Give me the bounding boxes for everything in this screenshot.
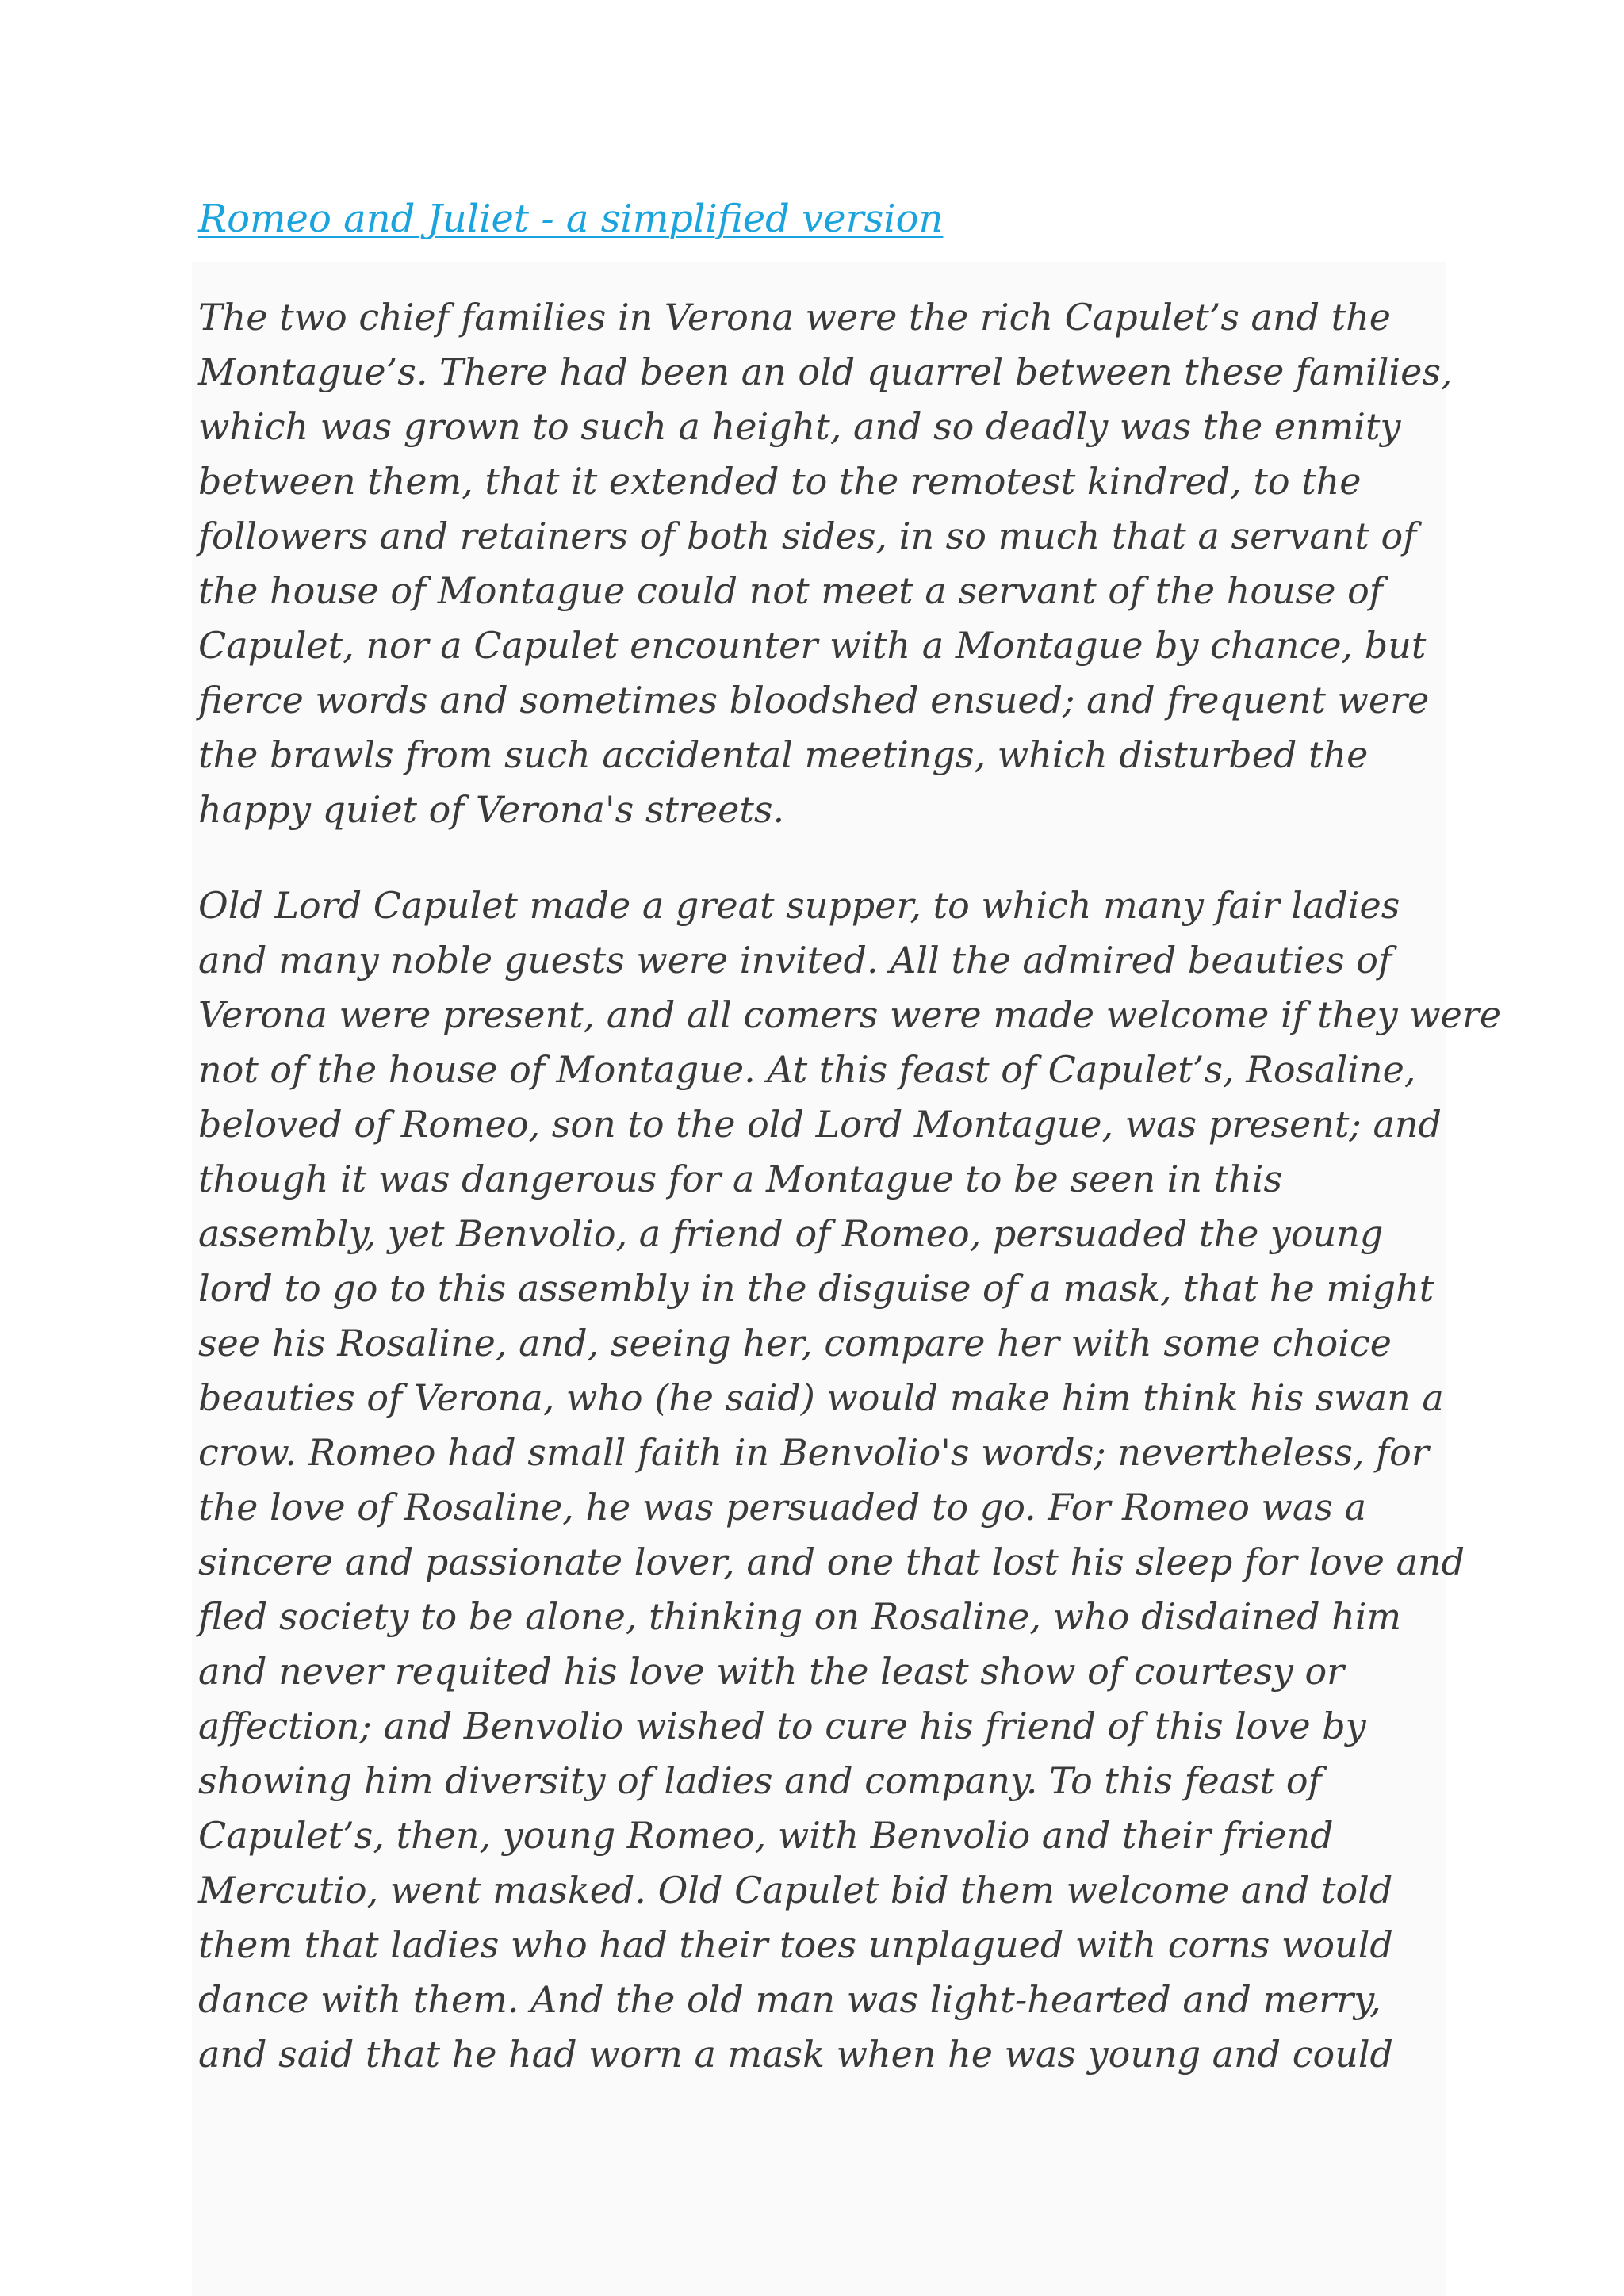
text-line: assembly, yet Benvolio, a friend of Romeo, persuaded the young [198,1212,1384,1255]
text-line: The two chief families in Verona were the rich Capulet’s and the [198,296,1392,339]
text-line: beloved of Romeo, son to the old Lord Montague, was present; and [198,1103,1442,1146]
text-line: crow. Romeo had small faith in Benvolio's words; nevertheless, for [198,1431,1429,1474]
text-line: the brawls from such accidental meetings, which disturbed the [198,733,1369,776]
text-line: happy quiet of Verona's streets. [198,788,785,831]
text-line: fierce words and sometimes bloodshed ensued; and frequent were [198,679,1430,721]
text-line: Capulet’s, then, young Romeo, with Benvolio and their friend [198,1814,1334,1857]
text-line: dance with them. And the old man was light-hearted and merry, [198,1978,1381,2021]
text-line: showing him diversity of ladies and company. To this feast of [198,1759,1322,1802]
text-line: followers and retainers of both sides, in so much that a servant of [198,515,1417,557]
document-title: Romeo and Juliet - a simplified version [198,197,944,241]
text-line: see his Rosaline, and, seeing her, compare her with some choice [198,1322,1392,1364]
text-line: and said that he had worn a mask when he was young and could [198,2033,1393,2076]
text-line: the love of Rosaline, he was persuaded to go. For Romeo was a [198,1486,1366,1529]
text-line: affection; and Benvolio wished to cure his friend of this love by [198,1705,1366,1747]
text-line: Mercutio, went masked. Old Capulet bid them welcome and told [198,1869,1393,1911]
text-line: Montague’s. There had been an old quarrel between these families, [198,350,1453,393]
text-line: the house of Montague could not meet a servant of the house of [198,569,1383,612]
text-line: though it was dangerous for a Montague to be seen in this [198,1158,1283,1200]
text-line: which was grown to such a height, and so deadly was the enmity [198,405,1401,448]
paragraph-2 [198,878,1502,2082]
text-line: and many noble guests were invited. All the admired beauties of [198,939,1392,982]
text-line: Capulet, nor a Capulet encounter with a Montague by chance, but [198,624,1427,667]
text-line: sincere and passionate lover, and one that lost his sleep for love and [198,1540,1465,1583]
paragraph-1 [198,290,1451,837]
text-line: them that ladies who had their toes unplagued with corns would [198,1923,1393,1966]
text-line: fled society to be alone, thinking on Rosaline, who disdained him [198,1595,1402,1638]
text-line: and never requited his love with the least show of courtesy or [198,1650,1345,1693]
text-line: lord to go to this assembly in the disguise of a mask, that he might [198,1267,1434,1310]
text-line: Verona were present, and all comers were made welcome if they were [198,993,1502,1036]
text-line: Old Lord Capulet made a great supper, to which many fair ladies [198,884,1400,927]
text-line: beauties of Verona, who (he said) would make him think his swan a [198,1376,1444,1419]
text-line: between them, that it extended to the remotest kindred, to the [198,460,1362,503]
text-line: not of the house of Montague. At this feast of Capulet’s, Rosaline, [198,1048,1416,1091]
